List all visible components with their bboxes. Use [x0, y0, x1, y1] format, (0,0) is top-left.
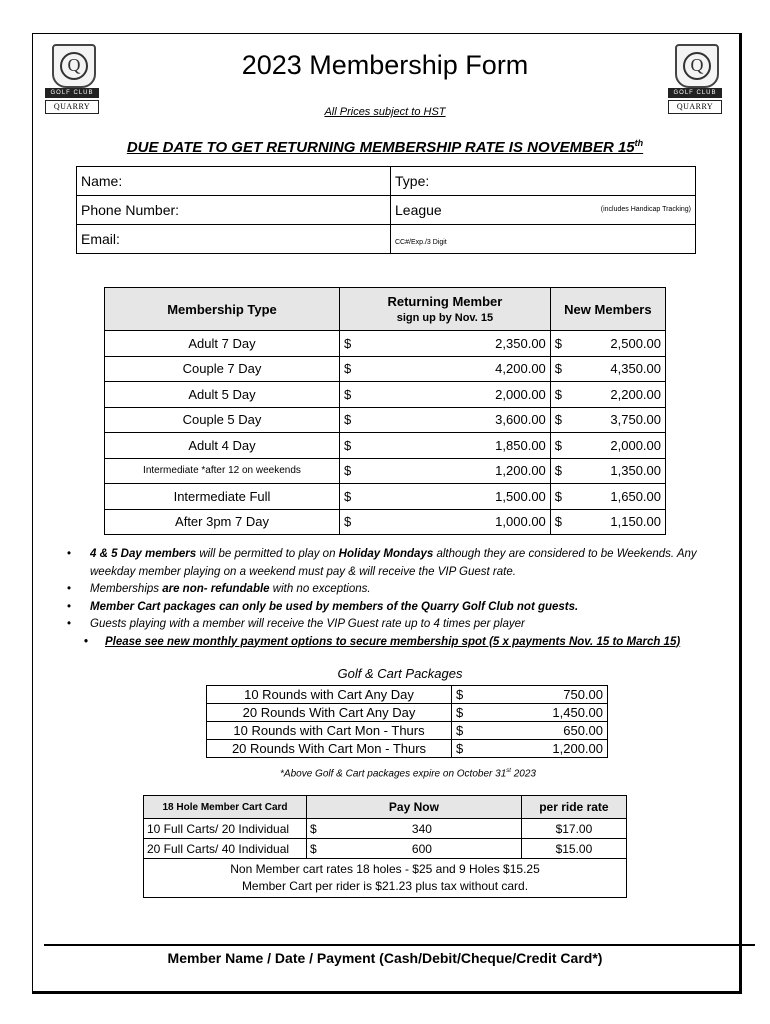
golf-cart-packages-table [206, 685, 608, 758]
list-item: • Please see new monthly payment options to secure membership spot (5 x payments Nov. 15 to March 15) [60, 634, 740, 652]
table-row: Adult 4 Day $ 1,850.00 $ 2,000.00 [105, 433, 666, 459]
table-row: Adult 7 Day $ 2,350.00 $ 2,500.00 [105, 331, 666, 357]
col-cart-card: 18 Hole Member Cart Card [144, 796, 307, 819]
col-pay-now: Pay Now [307, 796, 522, 819]
col-new-members: New Members [550, 288, 665, 331]
table-row: 20 Full Carts/ 40 Individual $ 600 $15.00 [144, 839, 627, 859]
list-item: • Memberships are non- refundable with no exceptions. [60, 581, 740, 599]
page-title: 2023 Membership Form [241, 50, 529, 80]
name-field[interactable]: Name: [77, 167, 391, 196]
hst-note: All Prices subject to HST [324, 106, 446, 118]
packages-title: Golf & Cart Packages [337, 666, 463, 681]
email-field[interactable]: Email: [77, 225, 391, 254]
table-row: After 3pm 7 Day $ 1,000.00 $ 1,150.00 [105, 509, 666, 535]
table-row [144, 859, 627, 898]
col-membership-type: Membership Type [105, 288, 340, 331]
due-date-notice: DUE DATE TO GET RETURNING MEMBERSHIP RATE IS NOVEMBER 15th [126, 138, 644, 156]
table-row: 10 Rounds with Cart Mon - Thurs $ 650.00 [207, 722, 608, 740]
col-per-ride-rate: per ride rate [521, 796, 626, 819]
packages-expiry-note: *Above Golf & Cart packages expire on October 31st 2023 [280, 768, 536, 780]
non-member-cart-note: Non Member cart rates 18 holes - $25 and 9 Holes $15.25 [230, 862, 540, 876]
quarry-logo-left: Q GOLF CLUB QUARRY [45, 44, 99, 116]
membership-price-table [104, 287, 666, 535]
table-row: 10 Full Carts/ 20 Individual $ 340 $17.00 [144, 819, 627, 839]
member-cart-note: Member Cart per rider is $21.23 plus tax without card. [241, 879, 529, 893]
divider [44, 944, 755, 946]
quarry-logo-right: Q GOLF CLUB QUARRY [668, 44, 722, 116]
signature-line-label: Member Name / Date / Payment (Cash/Debit/Cheque/Credit Card*) [167, 950, 603, 966]
type-field[interactable]: Type: [391, 167, 696, 196]
policy-bullets [60, 546, 740, 651]
credit-card-field[interactable]: CC#/Exp./3 Digit [391, 225, 696, 254]
table-row: Couple 7 Day $ 4,200.00 $ 4,350.00 [105, 356, 666, 382]
table-row: Adult 5 Day $ 2,000.00 $ 2,200.00 [105, 382, 666, 408]
table-row: 10 Rounds with Cart Any Day $ 750.00 [207, 686, 608, 704]
list-item: • Guests playing with a member will receive the VIP Guest rate up to 4 times per player [60, 616, 740, 634]
table-row: Couple 5 Day $ 3,600.00 $ 3,750.00 [105, 407, 666, 433]
table-row: 20 Rounds With Cart Any Day $ 1,450.00 [207, 704, 608, 722]
cart-card-table [143, 795, 627, 898]
col-returning-member: Returning Member sign up by Nov. 15 [340, 288, 551, 331]
league-field[interactable]: League (includes Handicap Tracking) [391, 196, 696, 225]
table-row: 20 Rounds With Cart Mon - Thurs $ 1,200.00 [207, 740, 608, 758]
shield-icon: Q [52, 44, 96, 88]
table-row: Intermediate *after 12 on weekends $ 1,200.00 $ 1,350.00 [105, 458, 666, 484]
member-info-table [76, 166, 696, 254]
table-row: Intermediate Full $ 1,500.00 $ 1,650.00 [105, 484, 666, 510]
list-item: • Member Cart packages can only be used by members of the Quarry Golf Club not guests. [60, 599, 740, 617]
shield-icon: Q [675, 44, 719, 88]
phone-field[interactable]: Phone Number: [77, 196, 391, 225]
list-item: • 4 & 5 Day members will be permitted to play on Holiday Mondays although they are considered to be Weekends. Any weekday member playing on a weekend must pay & will receive the VIP Guest rate. [60, 546, 740, 581]
